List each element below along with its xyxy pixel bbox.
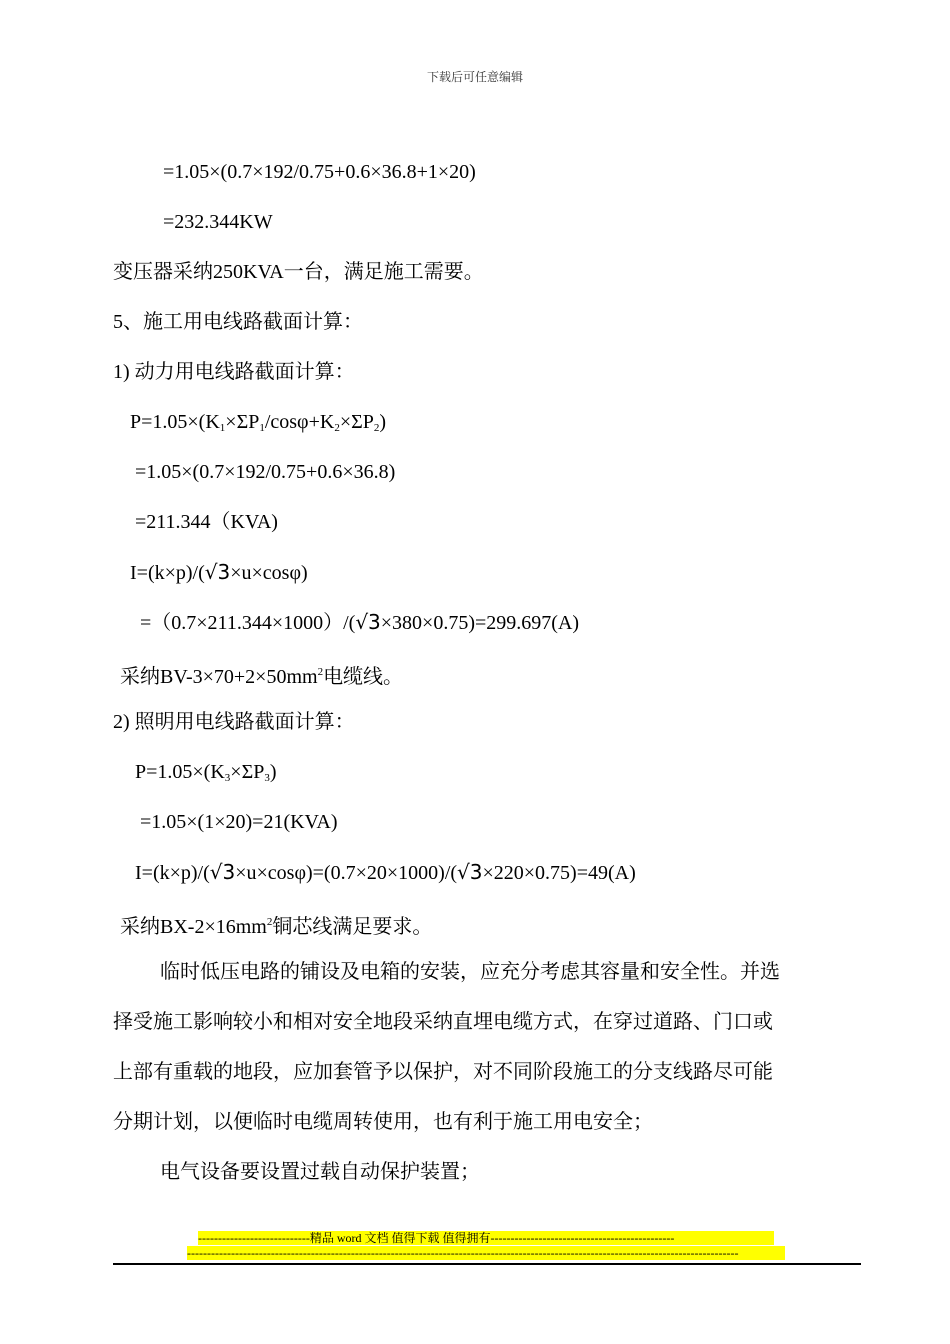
formula-line: =1.05×(0.7×192/0.75+0.6×36.8) [135,461,396,483]
footer-banner: ----------------------------精品 word 文档 值得下载 值得拥有---------------------------------------------- [198,1231,774,1245]
current-result: =（0.7×211.344×1000）/(√3×380×0.75)=299.697(A) [140,610,580,634]
transformer-text: 变压器采纳250KVA一台，满足施工需要。 [113,261,484,283]
result-line: =211.344（KVA) [135,511,278,533]
wire-selection: 采纳$BX-2\times 16mm^2$铜芯线满足要求。 [120,916,433,938]
paragraph-line: 分期计划，以便临时电缆周转使用，也有利于施工用电安全； [113,1111,653,1133]
power-formula: $P=1.05\times(K_1\times\Sigma P_1/\cos\varphi+K_2\times\Sigma P_2)$ [130,411,387,434]
page-header: 下载后可任意编辑 [426,70,523,84]
lighting-formula: $P=1.05\times(K_3\times\Sigma P_3)$ [135,761,277,784]
paragraph-line: 择受施工影响较小和相对安全地段采纳直埋电缆方式，在穿过道路、门口或 [113,1011,773,1033]
current-formula: I=(k×p)/(√3×u×cosφ) [130,560,308,584]
footer-dashes: ------------------------------------------------------------------------------------------------------------------------------------------ [187,1246,785,1260]
paragraph-line: 上部有重载的地段，应加套管予以保护，对不同阶段施工的分支线路尽可能 [113,1061,773,1083]
formula-line: =1.05×(0.7×192/0.75+0.6×36.8+1×20) [163,161,476,183]
paragraph-line: 临时低压电路的铺设及电箱的安装，应充分考虑其容量和安全性。并选 [160,961,780,983]
lighting-current: I=(k×p)/(√3×u×cosφ)=(0.7×20×1000)/(√3×220×0.75)=49(A) [135,860,636,884]
section-heading: 5、施工用电线路截面计算： [113,311,363,333]
paragraph-line: 电气设备要设置过载自动保护装置； [160,1161,480,1183]
subsection-heading-lighting: 2) 照明用电线路截面计算： [113,711,355,733]
result-line: =1.05×(1×20)=21(KVA) [140,811,338,833]
result-line: =232.344KW [163,211,273,233]
footer-rule [113,1263,861,1265]
cable-selection: 采纳$BV-3\times 70+2\times 50mm^2$电缆线。 [120,666,404,688]
subsection-heading-power: 1) 动力用电线路截面计算： [113,361,355,383]
